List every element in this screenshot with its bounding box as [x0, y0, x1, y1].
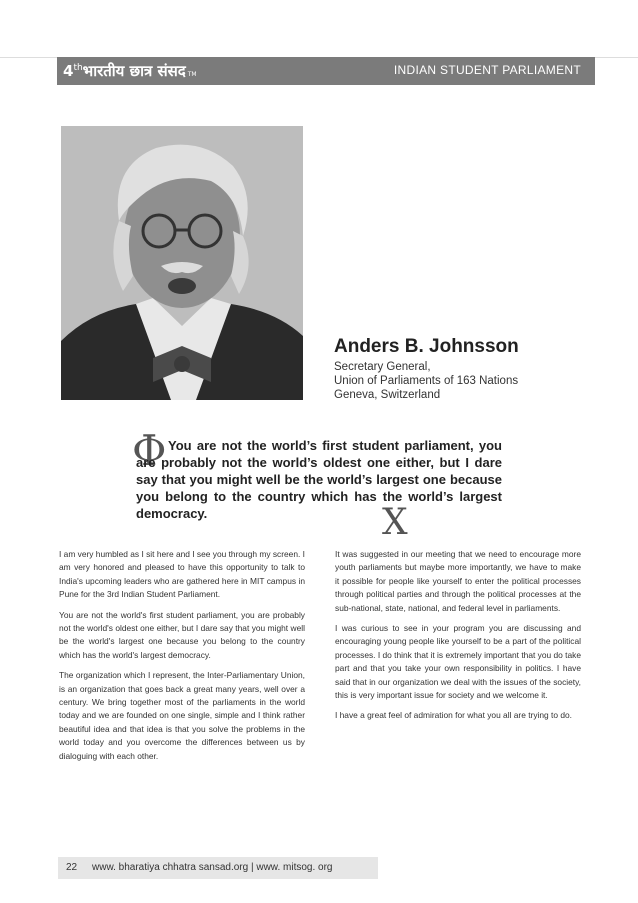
trademark-mark: TM: [187, 71, 197, 78]
edition-suffix: th: [73, 63, 83, 73]
body-paragraph: I was curious to see in your program you are discussing and encouraging young people like yourself to be a part of the political processes. I do think that it is extremely important that you do take part and that you take your own responsibility in politics. I have said that in our organization we deal with the issues of the society, this is very important issue for society and we welcome it.: [335, 623, 581, 701]
body-paragraph: You are not the world's first student parliament, you are probably not the world's oldest one either, but I dare say that you might well be the world's largest one because you belong to the country which has the world's largest democracy.: [59, 609, 305, 660]
body-paragraph: It was suggested in our meeting that we need to encourage more youth parliaments but maybe more importantly, we have to make it possible for people like yourself to enter the political processes through political parties and through the political processes at the sub-national, state, national, and federal level in parliaments.: [335, 549, 581, 613]
edition-number: 4: [63, 62, 74, 80]
speaker-photo: [61, 126, 303, 400]
body-column-left: [59, 548, 305, 770]
body-paragraph: The organization which I represent, the Inter-Parliamentary Union, is an organization that goes back a great many years, well over a century. We bring together most of the parliaments in the world today and we are founded on one single, simple and I think rather beautiful idea and that idea is that you solve the problems in the world today and you overcome the differences between us by dialoguing with each other.: [59, 670, 305, 761]
hindi-title: भारतीय छात्र संसद: [82, 62, 186, 80]
footer-links: www. bharatiya chhatra sansad.org | www. mitsog. org: [92, 862, 333, 873]
speaker-title-line: Union of Parliaments of 163 Nations: [334, 375, 519, 387]
speaker-portrait-image: [61, 126, 303, 400]
header-bar: [57, 57, 595, 85]
speaker-title: [334, 360, 518, 402]
quote-open-mark: Φ: [132, 426, 167, 475]
page-footer: [58, 857, 378, 879]
body-paragraph: I am very humbled as I sit here and I see you through my screen. I am very honored and pleased to have this opportunity to talk to India's upcoming leaders who are gathered here in MIT campus in Pune for the 3rd Indian Student Parliament.: [59, 549, 305, 600]
speaker-name: Anders B. Johnsson: [334, 336, 519, 357]
page-top-margin: [0, 0, 638, 58]
body-column-right: [335, 548, 581, 730]
page-number: 22: [66, 862, 78, 873]
speaker-title-line: Geneva, Switzerland: [334, 389, 441, 401]
quote-close-mark: X: [382, 502, 408, 543]
header-hindi-title: [63, 61, 197, 81]
body-paragraph: I have a great feel of admiration for what you all are trying to do.: [335, 710, 572, 721]
header-english-title: INDIAN STUDENT PARLIAMENT: [393, 63, 581, 77]
pull-quote: You are not the world’s first student parliament, you are probably not the world’s oldest one either, but I dare say that you might well be the world’s largest one because you belong to the country which has the world’s largest democracy.: [136, 438, 502, 521]
speaker-title-line: Secretary General,: [334, 361, 431, 373]
